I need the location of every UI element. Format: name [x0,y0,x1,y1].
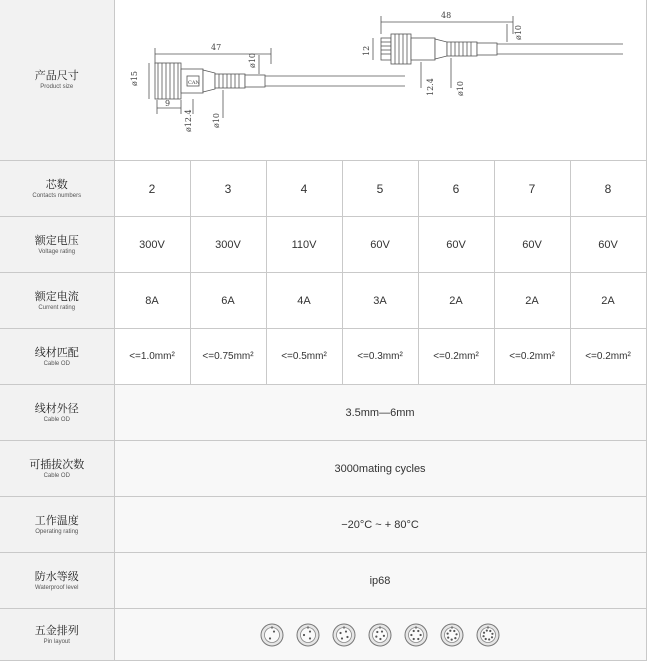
pin-contact [483,631,485,633]
dim-124-right: 12.4 [425,78,435,96]
label-cn: 额定电流 [34,289,79,303]
cable-match-cell: <=0.75mm² [190,329,266,385]
label-product-size [0,0,114,161]
pin-contact [417,637,419,639]
label-cn: 工作温度 [34,513,79,527]
dim-9: 9 [164,99,170,108]
label-mating [0,441,114,497]
label-cn: 额定电压 [34,233,79,247]
pin-layout-icons [115,623,646,647]
label-voltage [0,217,114,273]
voltage-cell: 60V [570,217,646,273]
current-cell: 6A [190,273,266,329]
label-cable-match [0,329,114,385]
row-temperature [0,497,646,553]
pin-contact [339,631,341,633]
pin-contact [451,638,453,640]
cable-match-cell: <=0.2mm² [418,329,494,385]
pin-contact [376,630,378,632]
dim-d124-left: ø12.4 [183,109,193,132]
label-en: Cable OD [43,472,70,479]
cable-match-cell: <=1.0mm² [114,329,190,385]
label-current [0,273,114,329]
label-en: Current rating [38,304,76,311]
pin-contact [489,629,491,631]
cable-od-value: 3.5mm—6mm [114,385,646,441]
current-cell: 2A [494,273,570,329]
label-en: Pin layout [43,638,70,645]
label-cn: 线材匹配 [34,345,79,359]
pin-contact [273,630,275,632]
mating-value: 3000mating cycles [114,441,646,497]
pin-layout-8-icon [476,623,500,647]
current-cell: 8A [114,273,190,329]
pin-contact [269,637,271,639]
voltage-cell: 110V [266,217,342,273]
marking-text: CAN [187,80,200,86]
current-cell: 4A [266,273,342,329]
contacts-cell: 2 [114,161,190,217]
dim-length-left: 47 [210,43,221,52]
label-en: Cable OD [43,416,70,423]
voltage-cell: 300V [114,217,190,273]
label-cn: 可插拔次数 [29,457,85,471]
right-connector-drawing [373,16,623,88]
label-contacts [0,161,114,217]
pin-contact [491,632,493,634]
pin-contact [453,629,455,631]
row-cable-od [0,385,646,441]
label-en: Cable OD [43,360,70,367]
cable-match-cell: <=0.2mm² [570,329,646,385]
waterproof-value: ip68 [114,553,646,609]
contacts-cell: 7 [494,161,570,217]
label-cn: 防水等级 [34,569,79,583]
pin-contact [455,633,457,635]
dim-d10-right-a: ø10 [455,81,465,96]
pin-contact [482,635,484,637]
cable-match-cell: <=0.3mm² [342,329,418,385]
pin-contact [375,635,377,637]
pin-contact [345,630,347,632]
pin-contact [383,634,385,636]
label-en: Voltage rating [38,248,76,255]
pin-contact [447,632,449,634]
pin-contact [417,629,419,631]
pin-contact [413,637,415,639]
dim-d10-left-b: ø10 [247,53,257,68]
contacts-cell: 8 [570,161,646,217]
pin-contact [410,633,412,635]
voltage-cell: 60V [494,217,570,273]
contacts-cell: 4 [266,161,342,217]
pin-layout-5-icon [368,623,392,647]
dim-d15: ø15 [129,71,139,86]
current-cell: 2A [570,273,646,329]
pin-layout-7-icon [440,623,464,647]
label-cn: 芯数 [45,177,68,191]
pin-layout-4-icon [332,623,356,647]
row-mating-cycles [0,441,646,497]
pin-contact [309,630,311,632]
dim-length-right: 48 [440,11,451,20]
label-en: Product size [40,84,74,90]
pin-contact [454,637,456,639]
row-current [0,273,646,329]
pin-contact [413,629,415,631]
contacts-cell: 5 [342,161,418,217]
label-cn: 产品尺寸 [34,69,79,82]
pin-contact [486,629,488,631]
dim-d10-right-b: ø10 [513,25,523,40]
pin-contact [420,633,422,635]
label-en: Contacts numbers [32,192,82,199]
label-temperature [0,497,114,553]
cable-match-cell: <=0.5mm² [266,329,342,385]
label-cable-od [0,385,114,441]
label-cn: 五金排列 [34,623,79,637]
label-en: Waterproof level [35,584,79,591]
pin-layout-cell [114,609,646,661]
row-pin-layout [0,609,646,661]
pin-contact [447,636,449,638]
pin-contact [309,637,311,639]
pin-layout-6-icon [404,623,428,647]
pin-contact [346,635,348,637]
pin-layout-3-icon [296,623,320,647]
current-cell: 2A [418,273,494,329]
label-pin-layout [0,609,114,661]
row-product-size [0,0,646,161]
pin-contact [485,637,487,639]
current-cell: 3A [342,273,418,329]
label-waterproof [0,553,114,609]
cable-match-cell: <=0.2mm² [494,329,570,385]
pin-contact [341,637,343,639]
pin-contact [303,633,305,635]
label-cn: 线材外径 [34,401,79,415]
voltage-cell: 300V [190,217,266,273]
connector-drawing [115,0,647,155]
dim-12: 12 [361,45,371,56]
pin-layout-2-icon [260,623,284,647]
row-voltage [0,217,646,273]
voltage-cell: 60V [342,217,418,273]
row-cable-match [0,329,646,385]
pin-contact [449,629,451,631]
dim-d10-left-a: ø10 [211,113,221,128]
contacts-cell: 6 [418,161,494,217]
pin-contact [379,637,381,639]
pin-contact [491,636,493,638]
row-contacts [0,161,646,217]
row-waterproof [0,553,646,609]
pin-contact [381,630,383,632]
contacts-cell: 3 [190,161,266,217]
temperature-value: −20°C ~ + 80°C [114,497,646,553]
label-en: Operating rating [35,528,79,535]
voltage-cell: 60V [418,217,494,273]
pin-contact [488,638,490,640]
dimension-drawing [114,0,646,161]
